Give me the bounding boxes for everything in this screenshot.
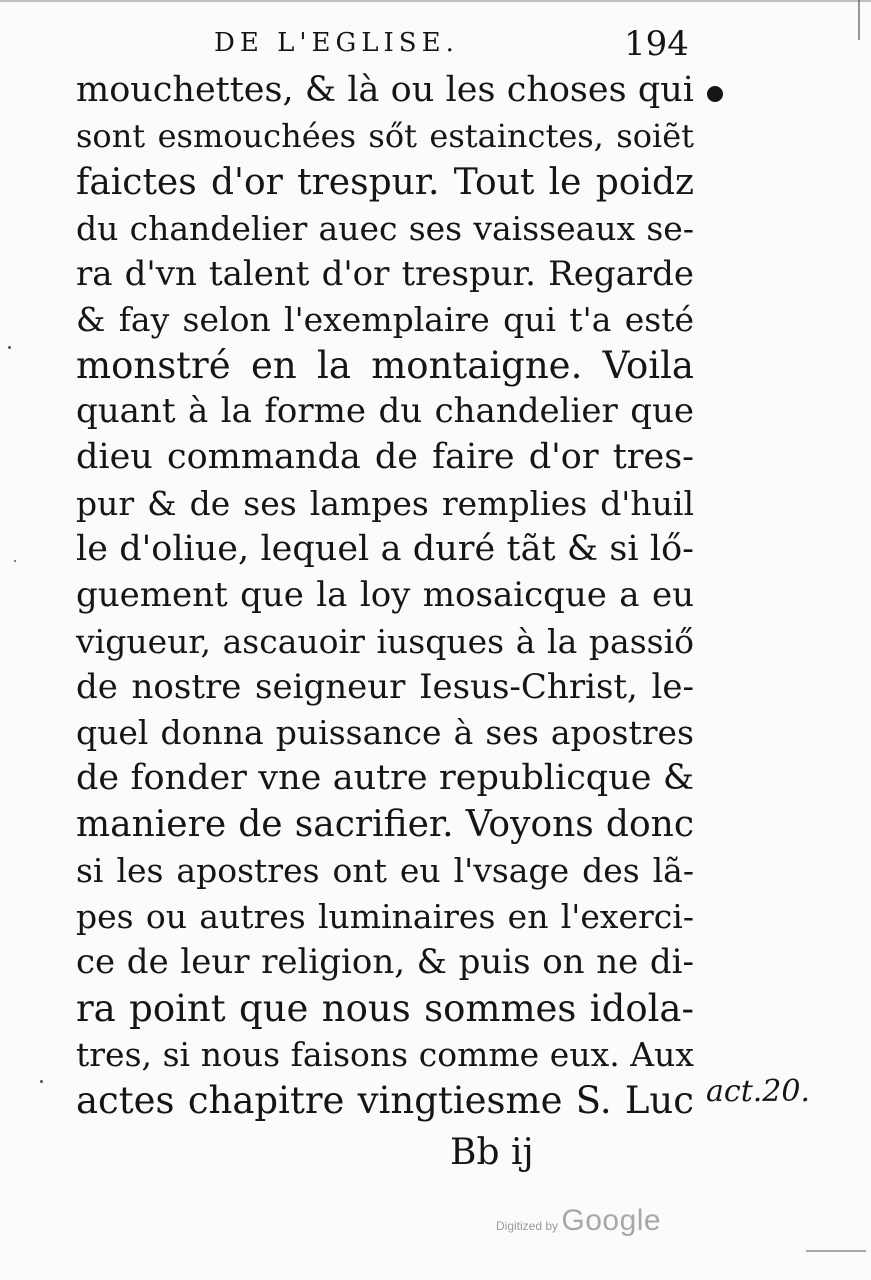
page-number: 194	[624, 24, 689, 64]
ink-dot-marker	[707, 86, 723, 102]
text-line: pes ou autres luminaires en l'exerci-	[76, 897, 694, 937]
text-line: guement que la loy mosaicque a eu	[76, 574, 694, 615]
ink-speck	[806, 1250, 866, 1252]
digitization-watermark	[496, 1204, 661, 1238]
ink-speck	[40, 1080, 43, 1083]
text-line: vigueur, ascauoir iusques à la passiő	[76, 621, 694, 661]
watermark-brand: Google	[561, 1204, 662, 1237]
marginal-note: act.20.	[706, 1074, 810, 1109]
text-line: monstré en la montaigne. Voila	[76, 344, 694, 388]
text-line: du chandelier auec ses vaisseaux se-	[76, 208, 694, 248]
text-line: si les apostres ont eu l'vsage des lã-	[76, 851, 694, 891]
text-line: dieu commanda de faire d'or tres-	[76, 437, 694, 478]
ink-speck	[858, 0, 860, 40]
ink-speck	[14, 560, 16, 562]
text-line: ce de leur religion, & puis on ne di-	[76, 941, 694, 982]
text-line: de fonder vne autre republicque &	[76, 758, 694, 799]
ink-speck	[8, 346, 11, 349]
signature-mark: Bb ij	[450, 1132, 534, 1173]
text-line: faictes d'or trespur. Tout le poidz	[76, 161, 694, 203]
text-line: quel donna puissance à ses apostres	[76, 713, 694, 753]
text-line: de nostre seigneur Iesus-Christ, le-	[76, 666, 694, 707]
text-line: le d'oliue, lequel a duré tãt & si lő-	[76, 528, 694, 569]
text-line: pur & de ses lampes remplies d'huil	[76, 484, 694, 524]
text-line: ra d'vn talent d'or trespur. Regarde	[76, 253, 694, 294]
text-line: actes chapitre vingtiesme S. Luc	[76, 1078, 694, 1122]
page-top-edge	[0, 0, 871, 8]
running-head: DE L'EGLISE.	[214, 28, 459, 58]
body-text	[76, 68, 694, 1123]
text-line: quant à la forme du chandelier que	[76, 391, 694, 432]
text-line: sont esmouchées sőt estainctes, soiẽt	[76, 116, 694, 155]
watermark-prefix: Digitized by	[496, 1219, 559, 1233]
text-line: & fay selon l'exemplaire qui t'a esté	[76, 300, 694, 340]
text-line: mouchettes, & là ou les choses qui	[76, 70, 694, 110]
text-line: maniere de sacrifier. Voyons donc	[76, 804, 694, 846]
text-line: tres, si nous faisons comme eux. Aux	[76, 1034, 694, 1074]
text-line: ra point que nous sommes idola-	[76, 986, 694, 1030]
